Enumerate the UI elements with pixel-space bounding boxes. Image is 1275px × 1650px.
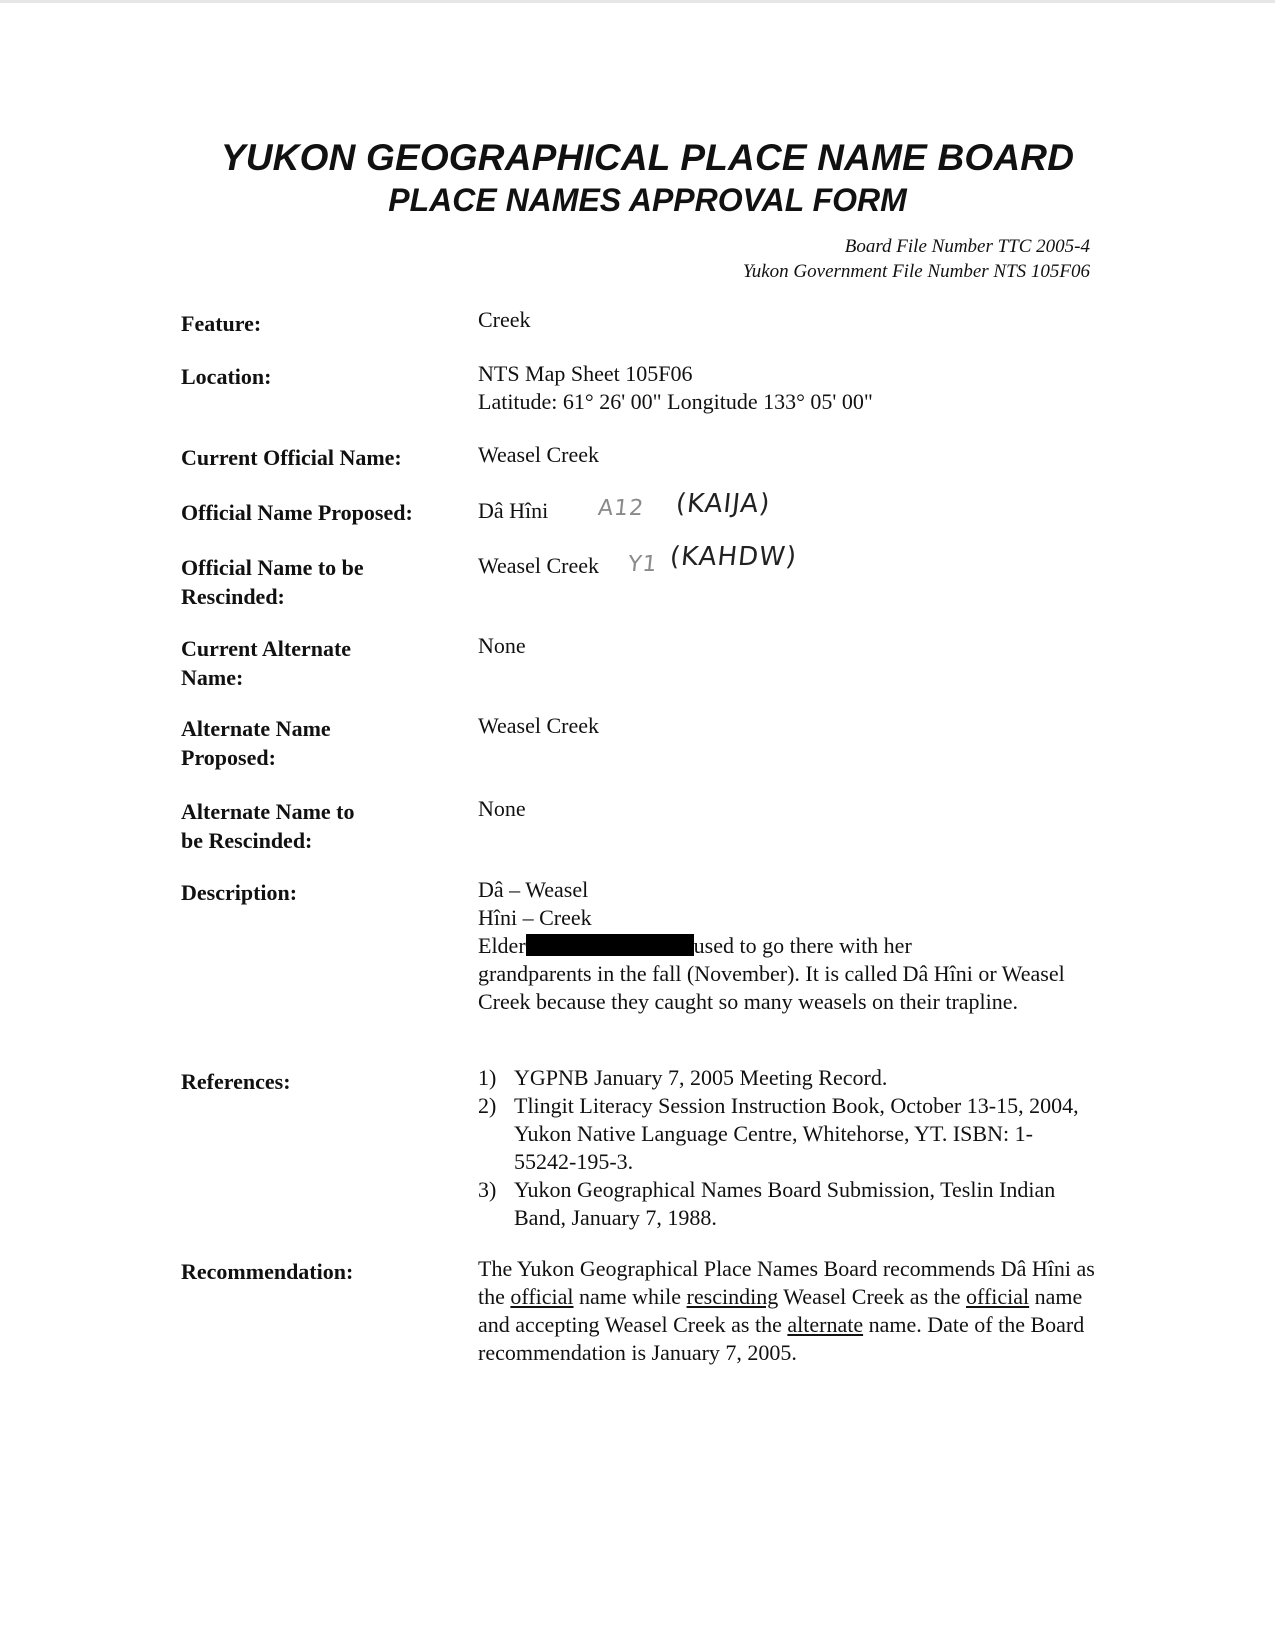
- location-value: [478, 360, 1098, 416]
- board-title: YUKON GEOGRAPHICAL PLACE NAME BOARD: [220, 137, 1075, 178]
- description-label: Description:: [181, 880, 298, 905]
- references-list: [478, 1064, 1098, 1232]
- coordinates: Latitude: 61° 26' 00" Longitude 133° 05' 00": [478, 389, 873, 414]
- scan-edge: [0, 0, 1275, 3]
- description-elder-line: [478, 932, 1098, 960]
- description-value: [478, 876, 1098, 1016]
- location-label: Location:: [181, 364, 272, 389]
- alternate-name-rescinded-value: None: [478, 796, 526, 821]
- current-official-name-label: Current Official Name:: [181, 445, 402, 470]
- handwritten-note-a12: A12: [596, 496, 646, 521]
- elder-post-text: used to go there with her: [693, 933, 912, 958]
- alternate-name-rescinded-label: Alternate Name to be Rescinded:: [181, 799, 355, 853]
- current-alternate-name-value: None: [478, 633, 526, 658]
- alternate-name-proposed-label: Alternate Name Proposed:: [181, 716, 331, 770]
- reference-item: 2) Tlingit Literacy Session Instruction Book, October 13-15, 2004, Yukon Native Language Centre, Whitehorse, YT. ISBN: 1-55242-195-3.: [478, 1093, 1079, 1174]
- official-name-proposed-value: Dâ Hîni: [478, 498, 549, 523]
- redaction-bar: [526, 934, 694, 956]
- handwritten-note-y1: Y1: [626, 552, 659, 577]
- handwritten-note-kahdw: (KAHDW): [668, 542, 799, 572]
- board-file-number: Board File Number TTC 2005-4: [844, 236, 1090, 257]
- reference-item: 1) YGPNB January 7, 2005 Meeting Record.: [478, 1065, 888, 1090]
- elder-text: Elder: [478, 933, 526, 958]
- form-title: PLACE NAMES APPROVAL FORM: [388, 182, 907, 218]
- description-line-weasel: Dâ – Weasel: [478, 877, 589, 902]
- official-name-rescinded-value: Weasel Creek: [478, 553, 599, 578]
- description-paragraph: grandparents in the fall (November). It is called Dâ Hîni or Weasel Creek because they caught so many weasels on their trapline.: [478, 961, 1065, 1014]
- recommendation-value: [478, 1255, 1098, 1367]
- description-line-creek: Hîni – Creek: [478, 905, 592, 930]
- recommendation-paragraph: The Yukon Geographical Place Names Board recommends Dâ Hîni as the official name while rescinding Weasel Creek as the official name and accepting Weasel Creek as the alternate name. Date of the Board recommendation is January 7, 2005.: [478, 1256, 1095, 1365]
- yg-file-number: Yukon Government File Number NTS 105F06: [742, 261, 1090, 282]
- recommendation-label: Recommendation:: [181, 1259, 354, 1284]
- nts-map-sheet: NTS Map Sheet 105F06: [478, 361, 693, 386]
- handwritten-note-kaija: (KAIJA): [674, 489, 772, 519]
- current-alternate-name-label: Current Alternate Name:: [181, 636, 352, 690]
- current-official-name-value: Weasel Creek: [478, 442, 599, 467]
- feature-value: Creek: [478, 307, 531, 332]
- feature-label: Feature:: [181, 311, 262, 336]
- references-label: References:: [181, 1069, 291, 1094]
- alternate-name-proposed-value: Weasel Creek: [478, 713, 599, 738]
- official-name-proposed-label: Official Name Proposed:: [181, 500, 413, 525]
- references-value: [478, 1064, 1098, 1232]
- reference-item: 3) Yukon Geographical Names Board Submission, Teslin Indian Band, January 7, 1988.: [478, 1177, 1056, 1230]
- official-name-rescinded-label: Official Name to be Rescinded:: [181, 555, 364, 609]
